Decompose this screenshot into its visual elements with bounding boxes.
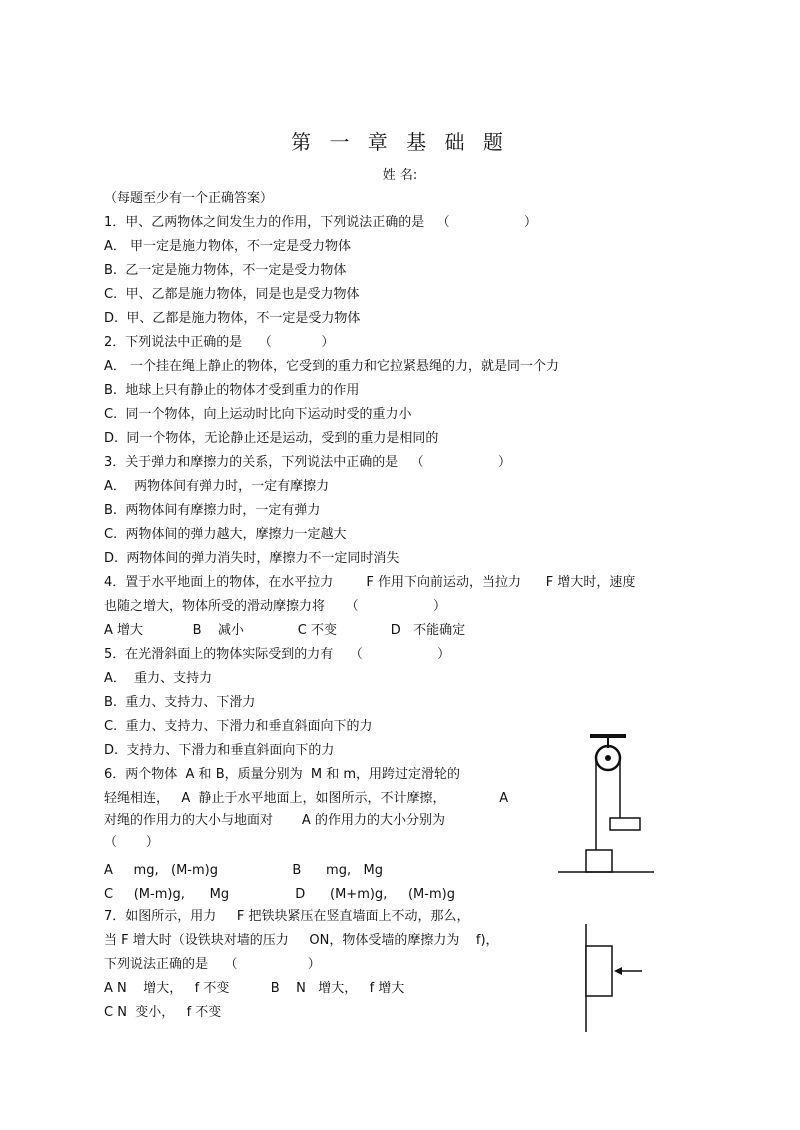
question-7-line1: 7．如图所示，用力 F 把铁块紧压在竖直墙面上不动，那么， bbox=[104, 909, 470, 924]
question-6-line1: 6．两个物体 A 和 B，质量分别为 M 和 m，用跨过定滑轮的 bbox=[104, 767, 461, 782]
iron-block bbox=[586, 946, 612, 996]
q1-option-a: A． 甲一定是施力物体，不一定是受力物体 bbox=[104, 239, 352, 254]
q2-option-c: C. 同一个物体，向上运动时比向下运动时受的重力小 bbox=[104, 407, 412, 422]
ceiling-bar bbox=[590, 734, 626, 738]
q3-option-c: C. 两物体间的弹力越大，摩擦力一定越大 bbox=[104, 527, 347, 542]
pulley-system-figure bbox=[556, 730, 656, 880]
q2-option-b: B. 地球上只有静止的物体才受到重力的作用 bbox=[104, 383, 360, 398]
question-4-line2: 也随之增大，物体所受的滑动摩擦力将 （ ） bbox=[104, 599, 447, 614]
question-6-line3: 对绳的作用力的大小与地面对 A 的作用力的大小分别为 bbox=[104, 813, 445, 828]
q1-option-d: D. 甲、乙都是施力物体，不一定是受力物体 bbox=[104, 311, 361, 326]
student-name-label: 姓 名: bbox=[382, 168, 418, 183]
question-3: 3．关于弹力和摩擦力的关系，下列说法中正确的是 （ ） bbox=[104, 455, 512, 470]
question-7-line2: 当 F 增大时（设铁块对墙的压力 ON，物体受墙的摩擦力为 f)， bbox=[104, 933, 499, 948]
instruction: （每题至少有一个正确答案） bbox=[104, 191, 274, 206]
q5-option-b: B. 重力、支持力、下滑力 bbox=[104, 695, 256, 710]
q5-option-a: A． 重力、支持力 bbox=[104, 671, 213, 686]
question-6-line2: 轻绳相连， A 静止于水平地面上，如图所示，不计摩擦， A bbox=[104, 791, 509, 806]
q5-option-c: C. 重力、支持力、下滑力和垂直斜面向下的力 bbox=[104, 719, 373, 734]
pulley-axle bbox=[605, 755, 611, 761]
q6-options-cd: C (M-m)g, Mg D (M+m)g, (M-m)g bbox=[104, 887, 455, 902]
q3-option-a: A． 两物体间有弹力时，一定有摩擦力 bbox=[104, 479, 330, 494]
question-7-line3: 下列说法正确的是 （ ） bbox=[104, 957, 321, 972]
page-title: 第 一 章 基 础 题 bbox=[291, 130, 509, 154]
q2-option-d: D. 同一个物体，无论静止还是运动，受到的重力是相同的 bbox=[104, 431, 439, 446]
question-6-line4: （ ） bbox=[104, 835, 159, 850]
question-5: 5．在光滑斜面上的物体实际受到的力有 （ ） bbox=[104, 647, 451, 662]
q1-option-b: B. 乙一定是施力物体，不一定是受力物体 bbox=[104, 263, 347, 278]
q4-options: A 增大 B 减小 C 不变 D 不能确定 bbox=[104, 623, 466, 638]
block-a bbox=[586, 850, 612, 872]
question-4-line1: 4．置于水平地面上的物体，在水平拉力 F 作用下向前运动，当拉力 F 增大时，速度 bbox=[104, 575, 636, 590]
q2-option-a: A． 一个挂在绳上静止的物体，它受到的重力和它拉紧悬绳的力，就是同一个力 bbox=[104, 359, 560, 374]
q7-option-c: C N 变小， f 不变 bbox=[104, 1005, 222, 1020]
q7-options-ab: A N 增大， f 不变 B N 增大， f 增大 bbox=[104, 981, 405, 996]
block-b bbox=[610, 818, 640, 830]
q6-options-ab: A mg, (M-m)g B mg, Mg bbox=[104, 863, 383, 878]
force-arrow-icon bbox=[614, 967, 622, 975]
question-1: 1．甲、乙两物体之间发生力的作用，下列说法正确的是 （ ） bbox=[104, 215, 538, 230]
q1-option-c: C. 甲、乙都是施力物体，同是也是受力物体 bbox=[104, 287, 360, 302]
q3-option-b: B. 两物体间有摩擦力时，一定有弹力 bbox=[104, 503, 321, 518]
q5-option-d: D. 支持力、下滑力和垂直斜面向下的力 bbox=[104, 743, 335, 758]
q3-option-d: D. 两物体间的弹力消失时，摩擦力不一定同时消失 bbox=[104, 551, 400, 566]
wall-block-force-figure bbox=[578, 922, 648, 1034]
question-2: 2．下列说法中正确的是 （ ） bbox=[104, 335, 335, 350]
